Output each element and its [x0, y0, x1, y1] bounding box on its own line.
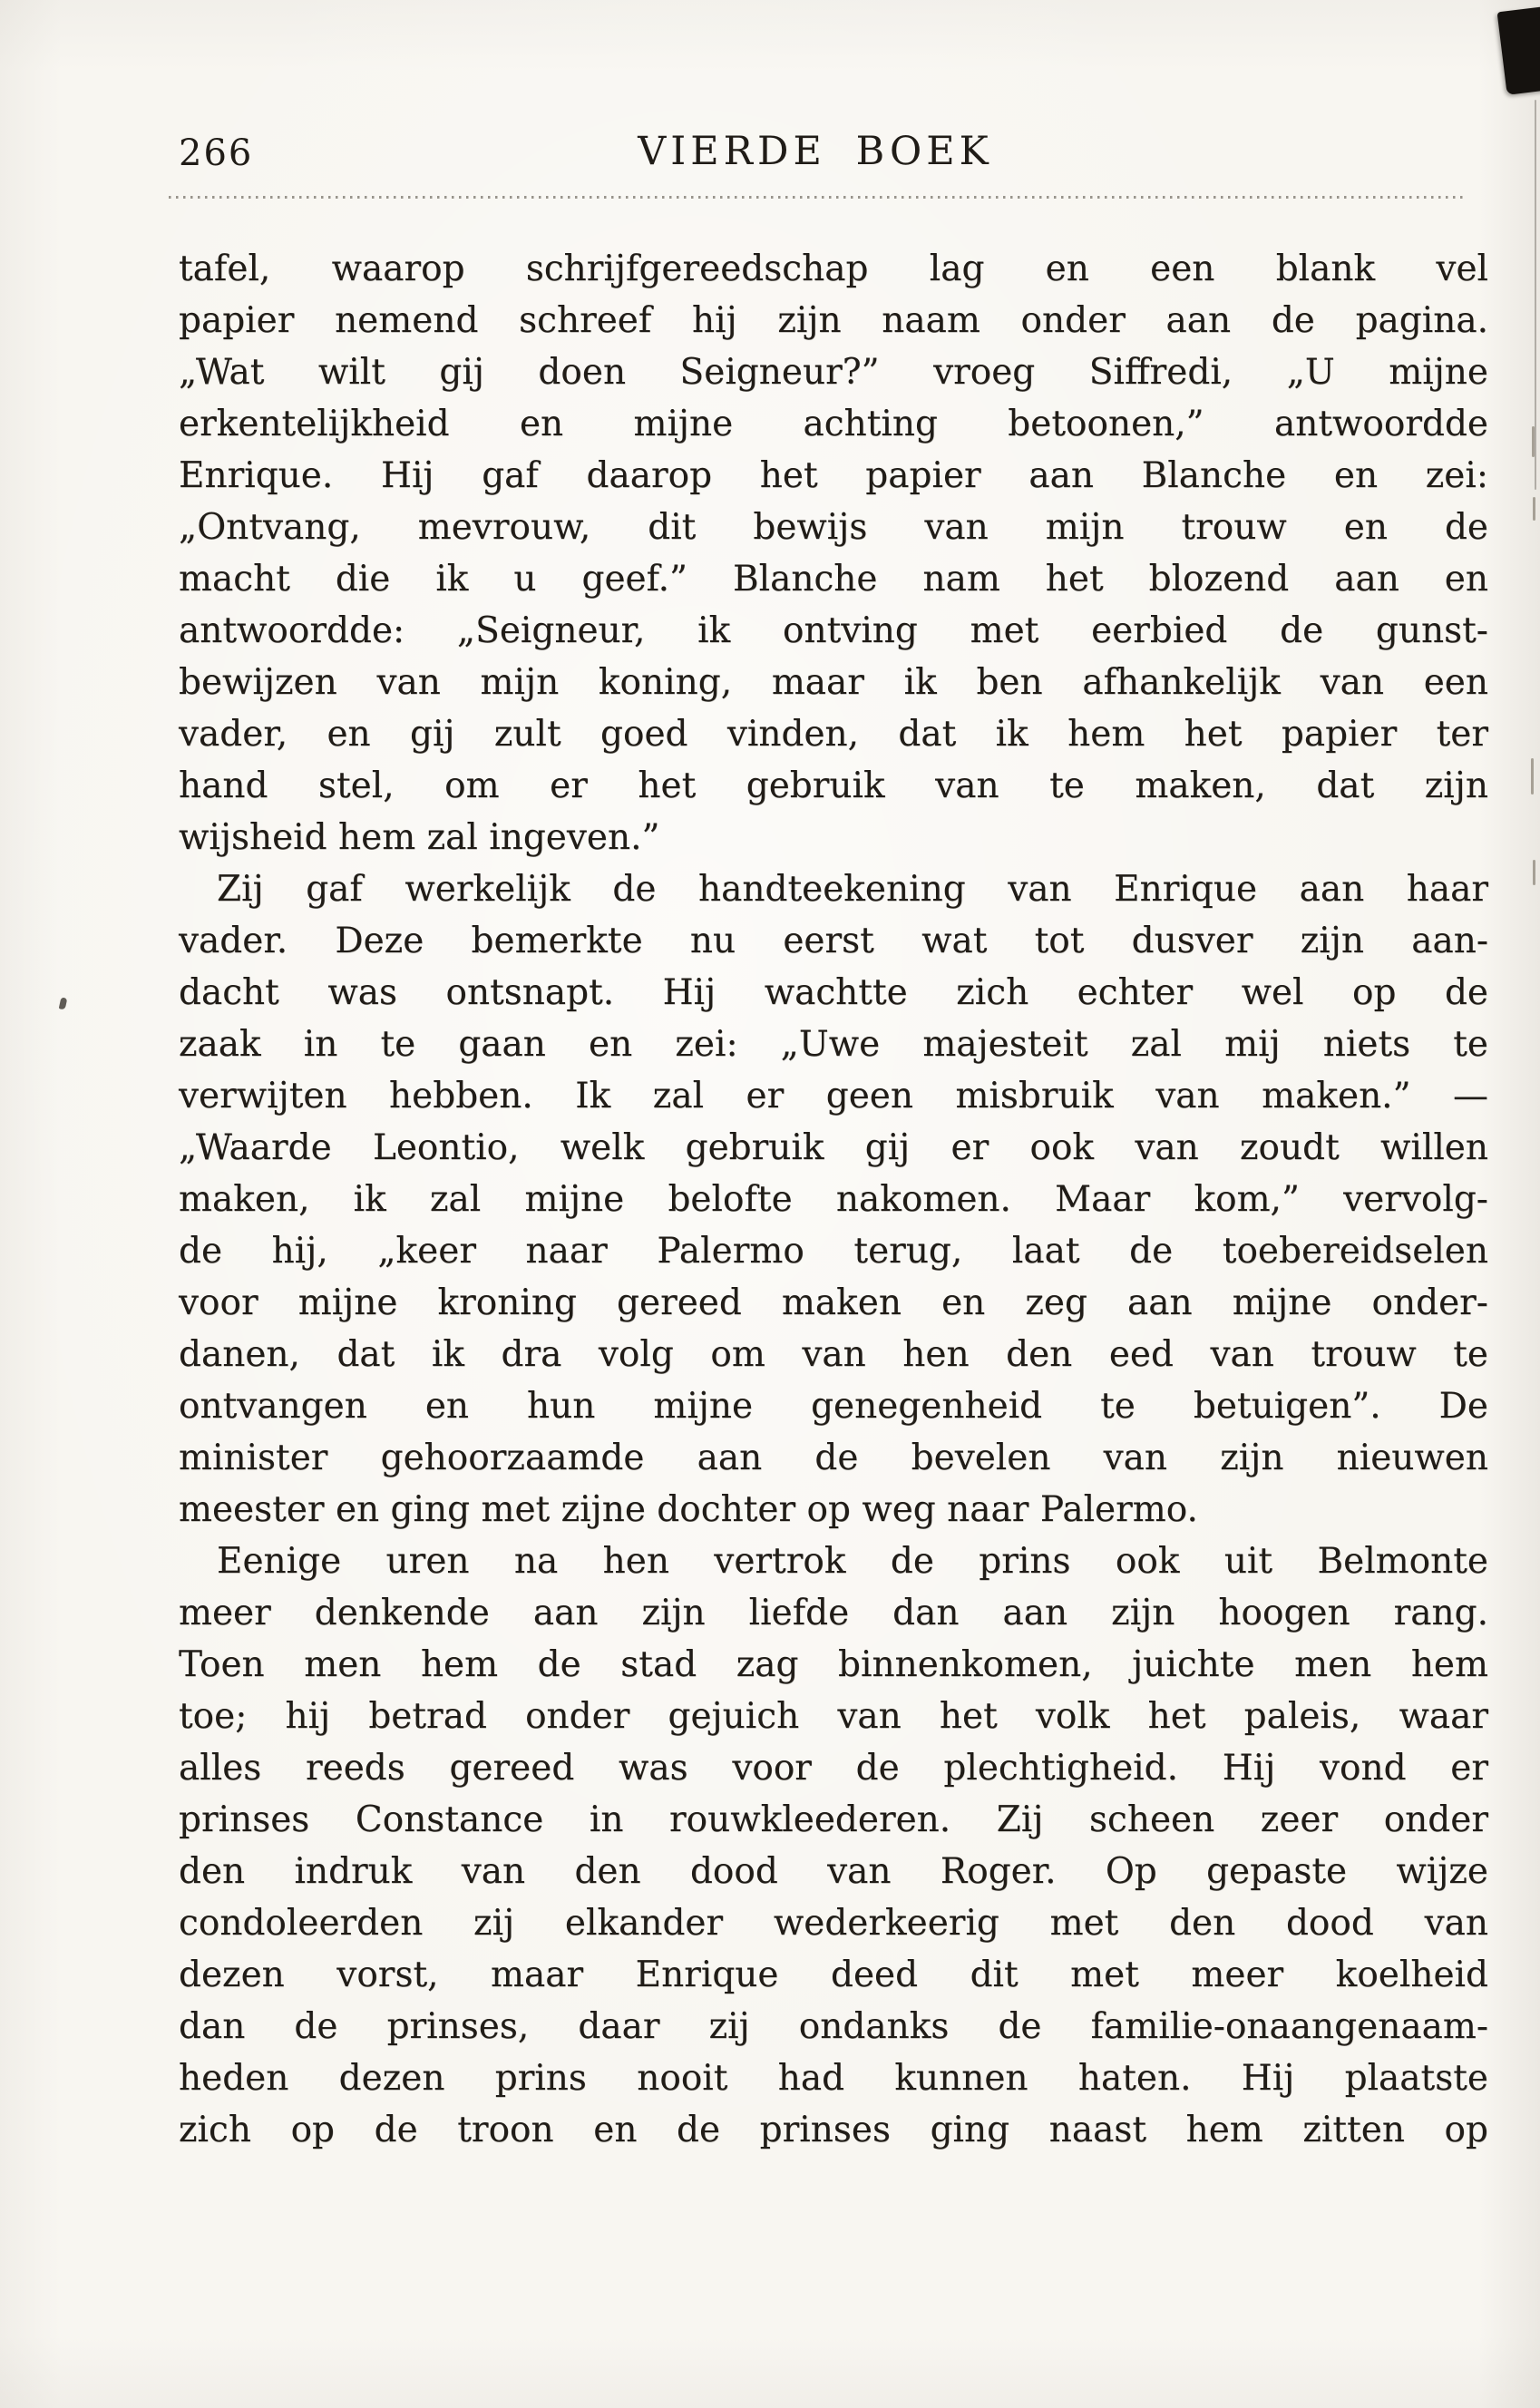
- text-line: alles reeds gereed was voor de plechtigheid. Hij vond er: [179, 1748, 1488, 1789]
- text-line: dacht was ontsnapt. Hij wachtte zich echter wel op de: [179, 972, 1488, 1013]
- scan-artifact-corner-mark: [1497, 6, 1540, 95]
- text-line: dan de prinses, daar zij ondanks de familie-onaangenaam-: [179, 2006, 1488, 2047]
- text-line: zaak in te gaan en zei: „Uwe majesteit zal mij niets te: [179, 1024, 1488, 1065]
- text-line: ontvangen en hun mijne genegenheid te betuigen”. De: [179, 1386, 1488, 1427]
- scan-artifact-edge-line: [1535, 100, 1536, 490]
- scan-artifact-ink-speck: [59, 997, 68, 1009]
- text-line: condoleerden zij elkander wederkeerig met den dood van: [179, 1903, 1488, 1944]
- page-number: 266: [179, 132, 254, 174]
- text-line: danen, dat ik dra volg om van hen den eed van trouw te: [179, 1334, 1488, 1375]
- text-line: bewijzen van mijn koning, maar ik ben afhankelijk van een: [179, 662, 1488, 703]
- text-line: vader, en gij zult goed vinden, dat ik hem het papier ter: [179, 714, 1488, 755]
- text-line: toe; hij betrad onder gejuich van het volk het paleis, waar: [179, 1696, 1488, 1737]
- text-line: macht die ik u geef.” Blanche nam het blozend aan en: [179, 559, 1488, 600]
- text-line: „Wat wilt gij doen Seigneur?” vroeg Siffredi, „U mijne: [179, 352, 1488, 393]
- scan-artifact-tick: [1532, 426, 1535, 457]
- scan-artifact-tick: [1533, 497, 1535, 521]
- text-line: maken, ik zal mijne belofte nakomen. Maar kom,” vervolg-: [179, 1179, 1488, 1220]
- text-line: meer denkende aan zijn liefde dan aan zijn hoogen rang.: [179, 1593, 1488, 1633]
- text-line: Enrique. Hij gaf daarop het papier aan Blanche en zei:: [179, 455, 1488, 496]
- scan-artifact-tick: [1531, 758, 1534, 795]
- text-line: vader. Deze bemerkte nu eerst wat tot dusver zijn aan-: [179, 921, 1488, 961]
- scan-artifact-tick: [1533, 860, 1535, 885]
- text-line: dezen vorst, maar Enrique deed dit met meer koelheid: [179, 1955, 1488, 1995]
- text-line: „Waarde Leontio, welk gebruik gij er ook van zoudt willen: [179, 1127, 1488, 1168]
- text-line: de hij, „keer naar Palermo terug, laat de toebereidselen: [179, 1231, 1488, 1272]
- text-line: verwijten hebben. Ik zal er geen misbruik van maken.” —: [179, 1076, 1488, 1116]
- text-line: antwoordde: „Seigneur, ik ontving met eerbied de gunst-: [179, 610, 1488, 651]
- page-title: VIERDE BOEK: [638, 129, 993, 174]
- text-line: papier nemend schreef hij zijn naam onder aan de pagina.: [179, 300, 1488, 341]
- text-line: zich op de troon en de prinses ging naast hem zitten op: [179, 2110, 1488, 2150]
- text-line: meester en ging met zijne dochter op weg naar Palermo.: [179, 1489, 1198, 1530]
- body-text: [179, 243, 1488, 2156]
- dotted-separator: [169, 196, 1466, 199]
- text-line: hand stel, om er het gebruik van te maken, dat zijn: [179, 765, 1488, 806]
- page-header: [179, 127, 1488, 174]
- text-line: Eenige uren na hen vertrok de prins ook uit Belmonte: [217, 1541, 1488, 1582]
- text-line: heden dezen prins nooit had kunnen haten. Hij plaatste: [179, 2058, 1488, 2099]
- text-line: Zij gaf werkelijk de handteekening van Enrique aan haar: [217, 869, 1488, 910]
- text-line: den indruk van den dood van Roger. Op gepaste wijze: [179, 1851, 1488, 1892]
- text-line: Toen men hem de stad zag binnenkomen, juichte men hem: [179, 1644, 1488, 1685]
- text-line: erkentelijkheid en mijne achting betoonen,” antwoordde: [179, 404, 1488, 444]
- text-line: tafel, waarop schrijfgereedschap lag en een blank vel: [179, 249, 1488, 289]
- text-line: prinses Constance in rouwkleederen. Zij scheen zeer onder: [179, 1799, 1488, 1840]
- text-line: wijsheid hem zal ingeven.”: [179, 817, 660, 858]
- text-line: minister gehoorzaamde aan de bevelen van zijn nieuwen: [179, 1438, 1488, 1478]
- text-line: voor mijne kroning gereed maken en zeg aan mijne onder-: [179, 1282, 1488, 1323]
- text-line: „Ontvang, mevrouw, dit bewijs van mijn trouw en de: [179, 507, 1488, 548]
